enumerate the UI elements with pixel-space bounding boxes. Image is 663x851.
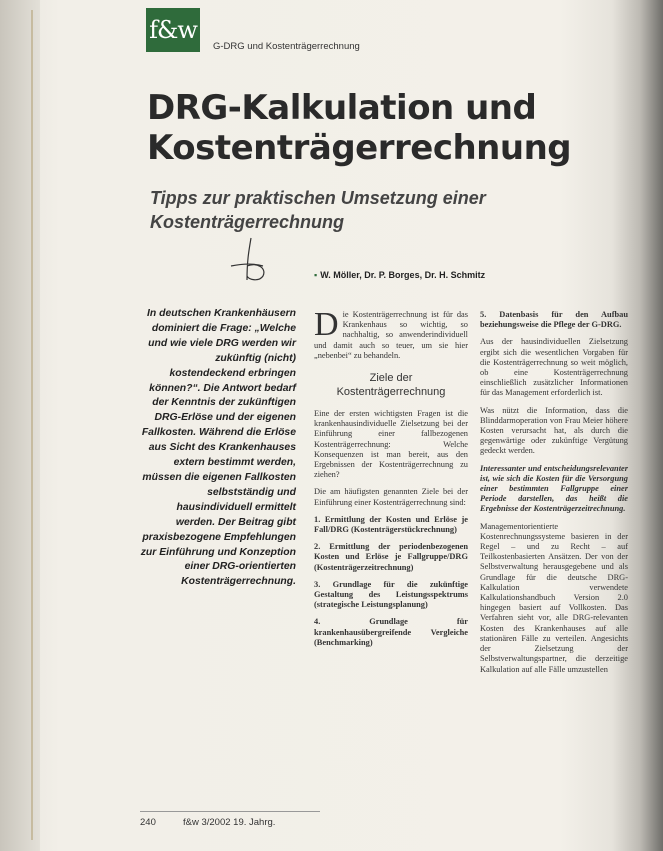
handwritten-mark-icon (223, 236, 273, 286)
binding-line (31, 10, 33, 840)
subtitle-line-1: Tipps zur praktischen Umsetzung einer (150, 188, 486, 208)
subtitle-line-2: Kostenträgerrechnung (150, 212, 345, 232)
title-line-1: DRG-Kalkulation und (147, 88, 537, 128)
journal-logo: f&w (146, 8, 200, 52)
body-column-2 (314, 306, 468, 655)
paragraph: Eine der ersten wichtigsten Fragen ist die krankenhausindividuelle Zielsetzung bei der Einführung einer fallbezogenen Kostenträgerrechnung: Welche Konsequenzen ist man bereit, aus den Ergebnissen der Kostenträgerrechnung zu ziehen? (314, 409, 468, 480)
intro-paragraph: Die Kostenträgerrechnung ist für das Krankenhaus so wichtig, so nachhaltig, so anwenderindividuell und damit auch so teuer, um sie hier „nebenbei“ zu behandeln. (314, 306, 468, 360)
list-item: 5. Datenbasis für den Aufbau beziehungsweise die Pflege der G-DRG. (480, 310, 628, 330)
authors-line (314, 270, 485, 280)
drop-cap: D (314, 306, 339, 343)
book-spine (0, 0, 40, 851)
article-title (147, 88, 571, 168)
list-item: 4. Grundlage für krankenhausübergreifende Vergleiche (Benchmarking) (314, 617, 468, 647)
section-heading: Ziele der Kostenträgerrechnung (336, 372, 446, 399)
footer-rule (140, 811, 320, 812)
highlight-paragraph: Interessanter und entscheidungsrelevanter ist, wie sich die Kosten für die Versorgung einer bestimmten Fallgruppe einer Periode darstellen, das heißt die Ergebnisse der Kostenträgerzeitrechnung. (480, 463, 628, 514)
paragraph: Managementorientierte Kostenrechnungssysteme basieren in der Regel – und zu Recht – auf Teilkostenbasierten Ansätzen. Der von der Selbstverwaltung herausgegebene und als Grundlage für die deutsche DRG-Kalkulation verwendete Kalkulationshandbuch Version 2.0 hingegen basiert auf Vollkosten. Das Verfahren sieht vor, alle DRG-relevanten Kosten des Krankenhauses auf alle stationären Fälle zu verteilen. Angesichts der Zielsetzung der Selbstverwaltungspartner, die derzeitige Kalkulation auf alle Fälle umzustellen (480, 521, 628, 674)
paragraph: Was nützt die Information, dass die Blinddarmoperation von Frau Meier höhere Kosten verursacht hat, als durch die gegenwärtige oder zukünftige Vergütung gedeckt werden. (480, 405, 628, 456)
body-column-3 (480, 310, 628, 682)
issue-info: f&w 3/2002 19. Jahrg. (183, 817, 276, 828)
page-number: 240 (140, 817, 156, 828)
title-line-2: Kostenträgerrechnung (147, 128, 572, 168)
list-item: 3. Grundlage für die zukünftige Gestaltung des Leistungsspektrums (strategische Leistungsplanung) (314, 579, 468, 610)
paragraph: Die am häufigsten genannten Ziele bei der Einführung einer Kostenträgerrechnung sind: (314, 487, 468, 507)
lead-paragraph: In deutschen Krankenhäusern dominiert die Frage: „Welche und wie viele DRG werden wir zukünftig (nicht) kostendeckend erbringen können?“. Die Antwort bedarf der Kenntnis der zukünftigen DRG-Erlöse und der eigenen Fallkosten. Während die Erlöse aus Sicht des Krankenhauses extern bestimmt werden, müssen die eigenen Fallkosten selbstständig und hausindividuell ermittelt werden. Der Beitrag gibt praxisbezogene Empfehlungen zur Einführung und Konzeption einer DRG-orientierten Kostenträgerrechnung. (140, 308, 296, 588)
bullet-icon: ▪ (314, 270, 318, 280)
list-item: 1. Ermittlung der Kosten und Erlöse je Fall/DRG (Kostenträgerstückrechnung) (314, 514, 468, 535)
running-title: G-DRG und Kostenträgerrechnung (213, 41, 360, 52)
paragraph: Aus der hausindividuellen Zielsetzung ergibt sich die wesentlichen Vorgaben für die Kostenträgerrechnung so weit möglich, ob eine Kostenträgerrechnung einschließlich zusätzlicher Informationen für das Management erforderlich ist. (480, 337, 628, 398)
authors: W. Möller, Dr. P. Borges, Dr. H. Schmitz (320, 270, 486, 280)
article-subtitle (150, 186, 550, 234)
list-item: 2. Ermittlung der periodenbezogenen Kosten und Erlöse je Fallgruppe/DRG (Kostenträgerzeitrechnung) (314, 542, 468, 572)
